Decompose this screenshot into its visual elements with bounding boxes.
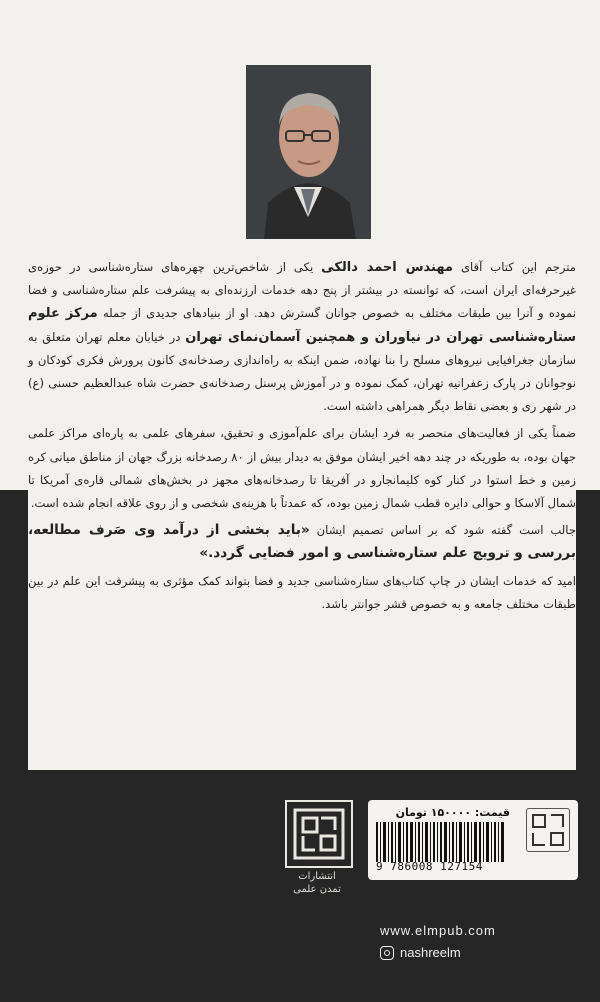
- portrait-illustration: [246, 65, 371, 239]
- publisher-logo-icon: [287, 802, 351, 866]
- bio-paragraph-2: ضمناً یکی از فعالیت‌های منحصر به فرد ایشان برای علم‌آموزی و تحقیق، سفرهای علمی به پاره‌ای مراکز علمی جهان بوده، به طوریکه در چند دهه اخیر ایشان موفق به دیدار بیش از ۸۰ رصدخانه بزرگ جهان از مناطق میانی کره زمین و خط استوا در کنار کوه کلیمانجارو در آفریقا تا رصدخانه‌های مجهز در بخش‌های شمالی قاره‌ی آمریکا تا شمال آلاسکا و حوالی دایره قطب شمال زمین بوده، که عمدتاً با هزینه‌ی شخصی و از روی علاقه انجام شده است.: [28, 426, 576, 511]
- author-bio: [28, 256, 576, 620]
- author-photo: [246, 65, 371, 239]
- author-quote: «باید بخشی از درآمد وی صَرف مطالعه، بررسی و ترویج علم ستاره‌شناسی و امور فضایی گردد.»: [28, 522, 576, 562]
- publisher-website-link[interactable]: www.elmpub.com: [380, 923, 496, 938]
- publisher-name: [277, 870, 357, 896]
- price-text: قیمت: ۱۵۰۰۰۰ تومان: [395, 806, 510, 819]
- publisher-line2: تمدن علمی: [293, 884, 341, 895]
- barcode-icon: [376, 822, 506, 862]
- small-publisher-logo-icon: [527, 809, 569, 851]
- institutions: مرکز علوم ستاره‌شناسی تهران در نیاوران و همچنین آسمان‌نمای تهران: [28, 306, 576, 345]
- bio-p1-body: یکی از شاخص‌ترین چهره‌های ستاره‌شناسی در حوزه‌ی غیرحرفه‌ای ایران است، که توانسته در بیشتر از پنج دهه خدمات ارزنده‌ای به پیشرفت علم ستاره‌شناسی و فضا نموده و آنرا بین طبقات مختلف به خصوص جوانان گسترش دهد. او از بنیادهای جدیدی از جمله: [28, 260, 576, 321]
- small-publisher-logo: [526, 808, 570, 852]
- bio-paragraph-4: امید که خدمات ایشان در چاپ کتاب‌های ستاره‌شناسی جدید و فضا بتواند کمک مؤثری به پیشرفت این علم در بین طبقات مختلف جامعه و به خصوص قشر جوانتر باشد.: [28, 573, 576, 611]
- bio-paragraph-1: [28, 256, 576, 418]
- author-name: مهندس احمد دالکی: [321, 260, 453, 275]
- publisher-line1: انتشارات: [298, 871, 336, 882]
- instagram-icon: [380, 946, 394, 960]
- publisher-logo: [285, 800, 353, 868]
- price-barcode-label: [368, 800, 578, 880]
- instagram-handle-text: nashreelm: [400, 945, 461, 960]
- bio-paragraph-3: [28, 519, 576, 565]
- bio-p1-end: در خیابان معلم تهران متعلق به سازمان جغرافیایی نیروهای مسلح را بنا نهاده، ضمن اینکه به راه‌اندازی رصدخانه‌ی کانون پرورش فکری کودکان و نوجوانان در پارک زعفرانیه تهران، کمک نموده و در آموزش پرسنل رصدخانه‌ی حضرت شاه عبدالعظیم حسنی (ع) در شهر ری و بعضی نقاط دیگر همراهی داشته است.: [28, 329, 576, 414]
- bio-p3-intro: جالب است گفته شود که بر اساس تصمیم ایشان: [316, 523, 576, 538]
- isbn-number: 9 786008 127154: [376, 860, 483, 873]
- bio-p1-intro: مترجم این کتاب آقای: [460, 260, 576, 274]
- instagram-handle[interactable]: [400, 945, 461, 960]
